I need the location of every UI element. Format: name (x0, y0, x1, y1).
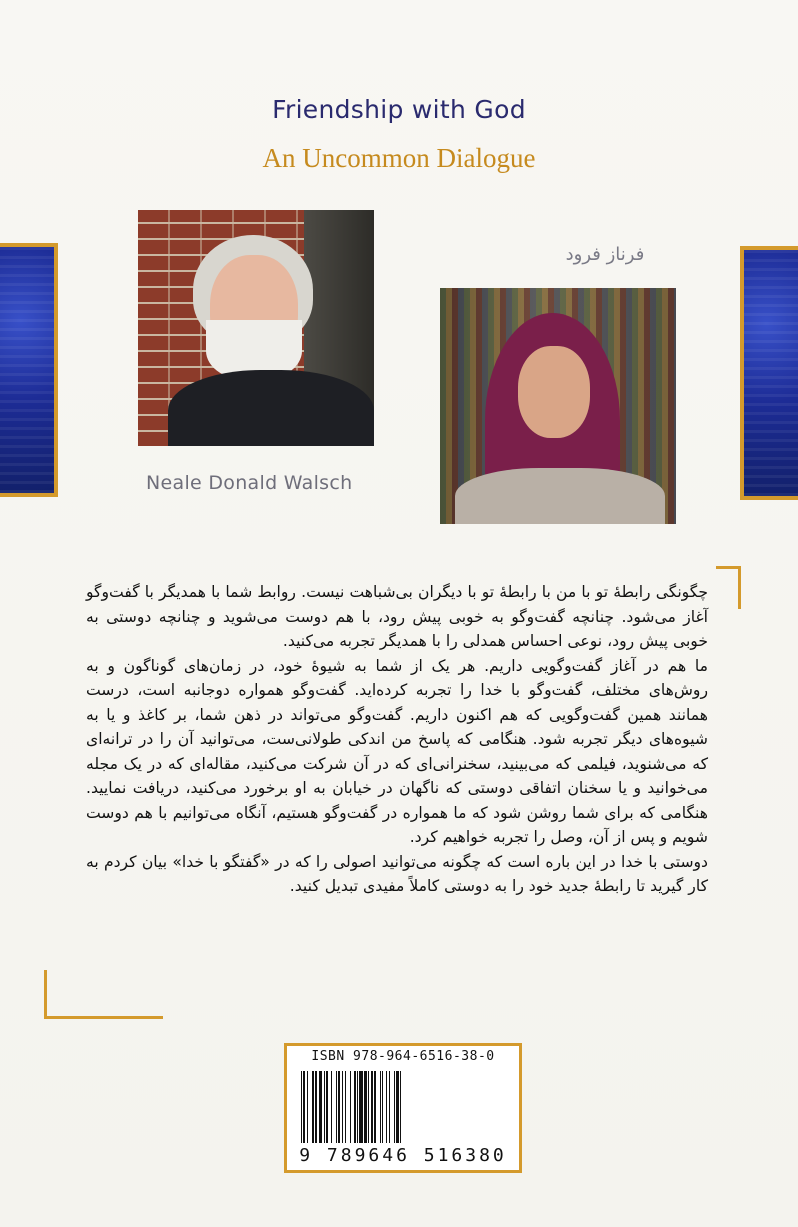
isbn-label: ISBN 978-964-6516-38-0 (311, 1049, 495, 1064)
description-text (86, 580, 708, 899)
description-paragraph-3: دوستی با خدا در این باره است که چگونه می‌توانید اصولی را که در «گفتگو با خدا» بیان کردم به کار گیرید تا رابطۀ جدید خود را به دوستی کاملاً مفیدی تبدیل کنید. (86, 852, 708, 895)
book-title: Friendship with God (272, 95, 526, 124)
barcode-stripe (401, 1071, 402, 1143)
translator-name: فرناز فرود (565, 244, 645, 265)
translator-photo (440, 288, 676, 524)
decorative-corner-bottom-left (44, 970, 163, 1019)
decorative-corner-top-right (716, 566, 741, 609)
author-name: Neale Donald Walsch (146, 472, 353, 494)
book-subtitle: An Uncommon Dialogue (262, 143, 536, 173)
description-paragraph-1: چگونگی رابطۀ تو با من با رابطۀ تو با دیگران بی‌شباهت نیست. روابط شما با همدیگر با گفت‌وگو آغاز می‌شود. چنانچه گفت‌وگو به خوبی پیش رود، با هم دوست می‌شوید و چنانچه دوستی به خوبی پیش رود، نوعی احساس همدلی را با همدیگر تجربه می‌کنید. (86, 583, 708, 650)
barcode-bars (301, 1071, 505, 1143)
author-photo (138, 210, 374, 446)
decorative-left-panel (0, 243, 58, 497)
decorative-right-panel (740, 246, 798, 500)
description-paragraph-2: ما هم در آغاز گفت‌وگویی داریم. هر یک از شما به شیوۀ خود، در زمان‌های گوناگون و به روش‌های مختلف، گفت‌وگو با خدا را تجربه کرده‌اید. گفت‌وگو همواره دوجانبه است، درست همانند همین گفت‌وگویی که هم اکنون داریم. گفت‌وگو می‌تواند در ذهن شما، بر کاغذ و یا به شیوه‌های دیگر تجربه شود. هنگامی که پاسخ من اندکی طولانی‌ست، می‌توانید آن را در ترانه‌ای که می‌شنوید، فیلمی که می‌بینید، سخنرانی‌ای که در آن شرکت می‌کنید، مقاله‌ای که در یک مجله می‌خوانید و یا سخنان اتفاقی دوستی که ناگهان در خیابان به او برخورد می‌کنید، دریافت نمایید. هنگامی که برای شما روشن شود که ما همواره در گفت‌وگو هستیم، آنگاه می‌توانیم با هم دوست شویم و پس از آن، وصل را تجربه خواهیم کرد. (86, 656, 708, 846)
barcode-digits: 9 789646 516380 (299, 1145, 507, 1166)
isbn-barcode (284, 1043, 522, 1173)
